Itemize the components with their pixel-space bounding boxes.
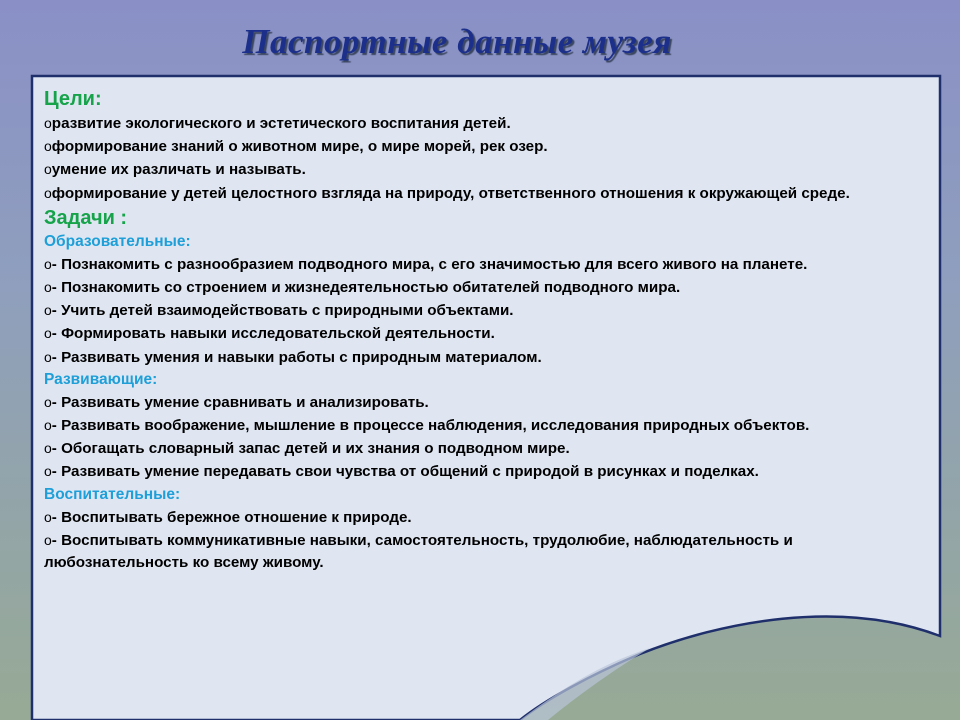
list-item <box>44 158 934 181</box>
task-text: - Формировать навыки исследовательской деятельности. <box>51 325 495 343</box>
list-item <box>44 346 934 369</box>
list-item <box>44 182 934 205</box>
bullet-icon: o <box>44 463 52 480</box>
task-text: - Воспитывать бережное отношение к природе. <box>51 508 412 526</box>
task-text: - Познакомить со строением и жизнедеятельностью обитателей подводного мира. <box>51 279 681 297</box>
bullet-icon: o <box>44 393 52 410</box>
bullet-icon: o <box>44 440 52 457</box>
upbringing-heading: Воспитательные: <box>44 485 181 503</box>
task-text: - Развивать умение сравнивать и анализировать. <box>51 393 429 411</box>
list-item <box>44 112 934 135</box>
bullet-icon: o <box>44 325 52 342</box>
list-item <box>44 135 934 158</box>
task-text: - Познакомить с разнообразием подводного мира, с его значимостью для всего живого на планете. <box>51 255 808 273</box>
bullet-icon: o <box>44 302 52 319</box>
list-item <box>44 506 934 529</box>
list-item <box>44 253 934 276</box>
task-text: - Обогащать словарный запас детей и их знания о подводном мире. <box>51 440 570 458</box>
list-item <box>44 414 934 437</box>
list-item <box>44 437 934 460</box>
list-item <box>44 460 934 483</box>
list-item <box>44 391 934 414</box>
list-item <box>44 299 934 322</box>
list-item <box>44 276 934 299</box>
task-text: - Учить детей взаимодействовать с природными объектами. <box>51 302 514 320</box>
bullet-icon: o <box>44 161 52 178</box>
goal-text: формирование знаний о животном мире, о мире морей, рек озер. <box>51 138 548 156</box>
bullet-icon: o <box>44 138 52 155</box>
goal-text: формирование у детей целостного взгляда на природу, ответственного отношения к окружающей среде. <box>51 184 850 202</box>
task-text: - Воспитывать коммуникативные навыки, самостоятельность, трудолюбие, наблюдательность и любознательность ко всему живому. <box>44 531 793 572</box>
bullet-icon: o <box>44 255 52 272</box>
list-item <box>44 322 934 345</box>
bullet-icon: o <box>44 531 52 548</box>
goal-text: умение их различать и называть. <box>51 161 306 179</box>
bullet-icon: o <box>44 279 52 296</box>
goal-text: развитие экологического и эстетического воспитания детей. <box>51 115 511 132</box>
bullet-icon: o <box>44 115 52 131</box>
bullet-icon: o <box>44 508 52 525</box>
content-area <box>44 86 934 574</box>
goals-heading: Цели: <box>44 88 102 110</box>
list-item <box>44 529 934 574</box>
tasks-heading: Задачи : <box>44 206 128 229</box>
slide-title: Паспортные данные музея <box>242 22 672 61</box>
bullet-icon: o <box>44 184 52 201</box>
bullet-icon: o <box>44 417 52 434</box>
task-text: - Развивать воображение, мышление в процессе наблюдения, исследования природных объектов. <box>51 417 810 435</box>
bullet-icon: o <box>44 348 52 365</box>
developmental-heading: Развивающие: <box>44 370 158 388</box>
educational-heading: Образовательные: <box>44 232 191 250</box>
task-text: - Развивать умение передавать свои чувства от общений с природой в рисунках и поделках. <box>51 463 759 481</box>
task-text: - Развивать умения и навыки работы с природным материалом. <box>51 348 542 366</box>
